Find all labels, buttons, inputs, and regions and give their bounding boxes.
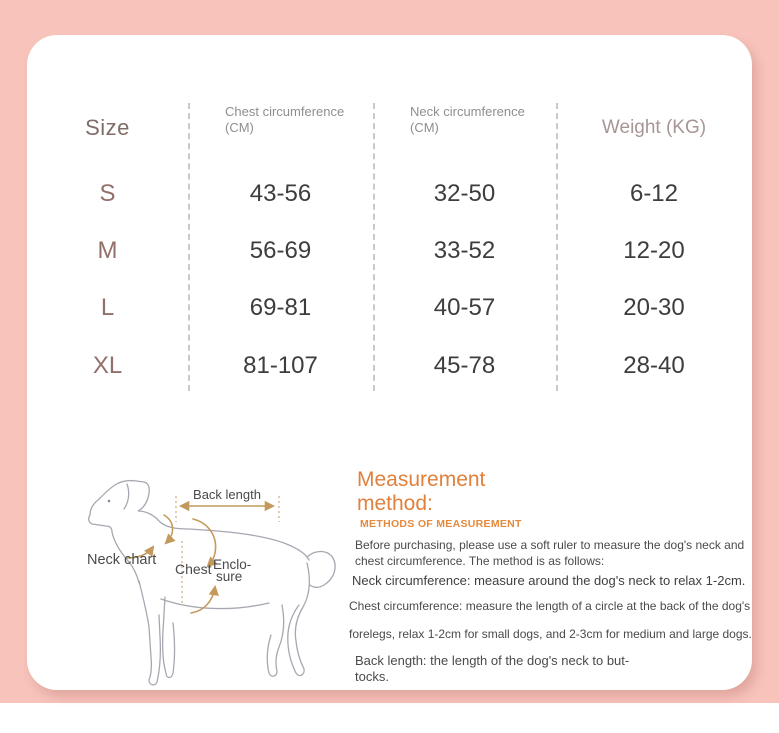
table-value: 32-50 (433, 179, 496, 207)
table-value: 40-57 (433, 294, 496, 321)
table-value: 43-56 (249, 179, 312, 207)
dog-tail (307, 551, 335, 587)
column-header (27, 90, 188, 165)
table-value: 33-52 (433, 236, 496, 264)
column-header (373, 90, 556, 165)
size-table (27, 90, 752, 394)
dog-measurement-diagram (57, 463, 357, 733)
size-label: M (97, 236, 118, 264)
column-header-label: Weight (KG) (601, 116, 707, 138)
size-label: L (100, 294, 115, 321)
column-header-unit: (CM) (225, 119, 254, 135)
column-header-label: Size (85, 114, 130, 140)
table-value: 12-20 (623, 236, 685, 264)
table-column-divider (188, 103, 190, 391)
measurement-method-subtitle: METHODS OF MEASUREMENT (360, 518, 522, 530)
chest-arrow-lower (191, 587, 215, 613)
neck-circumference-instruction: Neck circumference: measure around the dog's neck to relax 1-2cm. (352, 573, 746, 588)
column-header (188, 90, 373, 165)
table-value: 56-69 (249, 236, 312, 264)
size-label: XL (92, 351, 123, 379)
dog-eye (108, 500, 111, 503)
table-value: 6-12 (629, 179, 679, 207)
column-header-label: Neck circumference (410, 104, 525, 119)
column-header-unit: (CM) (410, 119, 439, 135)
column-header-label: Chest circumference (225, 104, 345, 119)
column-header (556, 90, 752, 165)
chest-label: Chest (175, 561, 212, 577)
table-value: 28-40 (623, 351, 685, 379)
chest-circumference-instruction: Chest circumference: measure the length of a circle at the back of the dog's forelegs, relax 1-2cm for small dogs, and 2-3cm for medium and large dogs. (349, 599, 752, 641)
back-length-instruction: Back length: the length of the dog's neck to but-tocks. (355, 653, 630, 684)
table-value: 69-81 (249, 294, 312, 321)
enclosure-label-line2: sure (216, 569, 243, 584)
neck-label: Neck chart (87, 552, 157, 568)
dog-outline (89, 481, 335, 685)
table-value: 81-107 (243, 351, 318, 379)
back-length-label: Back length (193, 487, 261, 502)
size-label: S (99, 179, 116, 207)
neck-measure-arrow (164, 515, 173, 543)
table-value: 45-78 (433, 351, 496, 379)
table-value: 20-30 (623, 294, 685, 321)
measurement-method-title: Measurement method: (357, 468, 486, 515)
table-column-divider (373, 103, 375, 391)
enclosure-label-line1: Enclo- (213, 557, 252, 572)
dog-ear-line (124, 484, 129, 509)
table-column-divider (556, 103, 558, 391)
measurement-intro-text: Before purchasing, please use a soft ruler to measure the dog's neck and chest circumference. The method is as follows: (355, 538, 745, 569)
